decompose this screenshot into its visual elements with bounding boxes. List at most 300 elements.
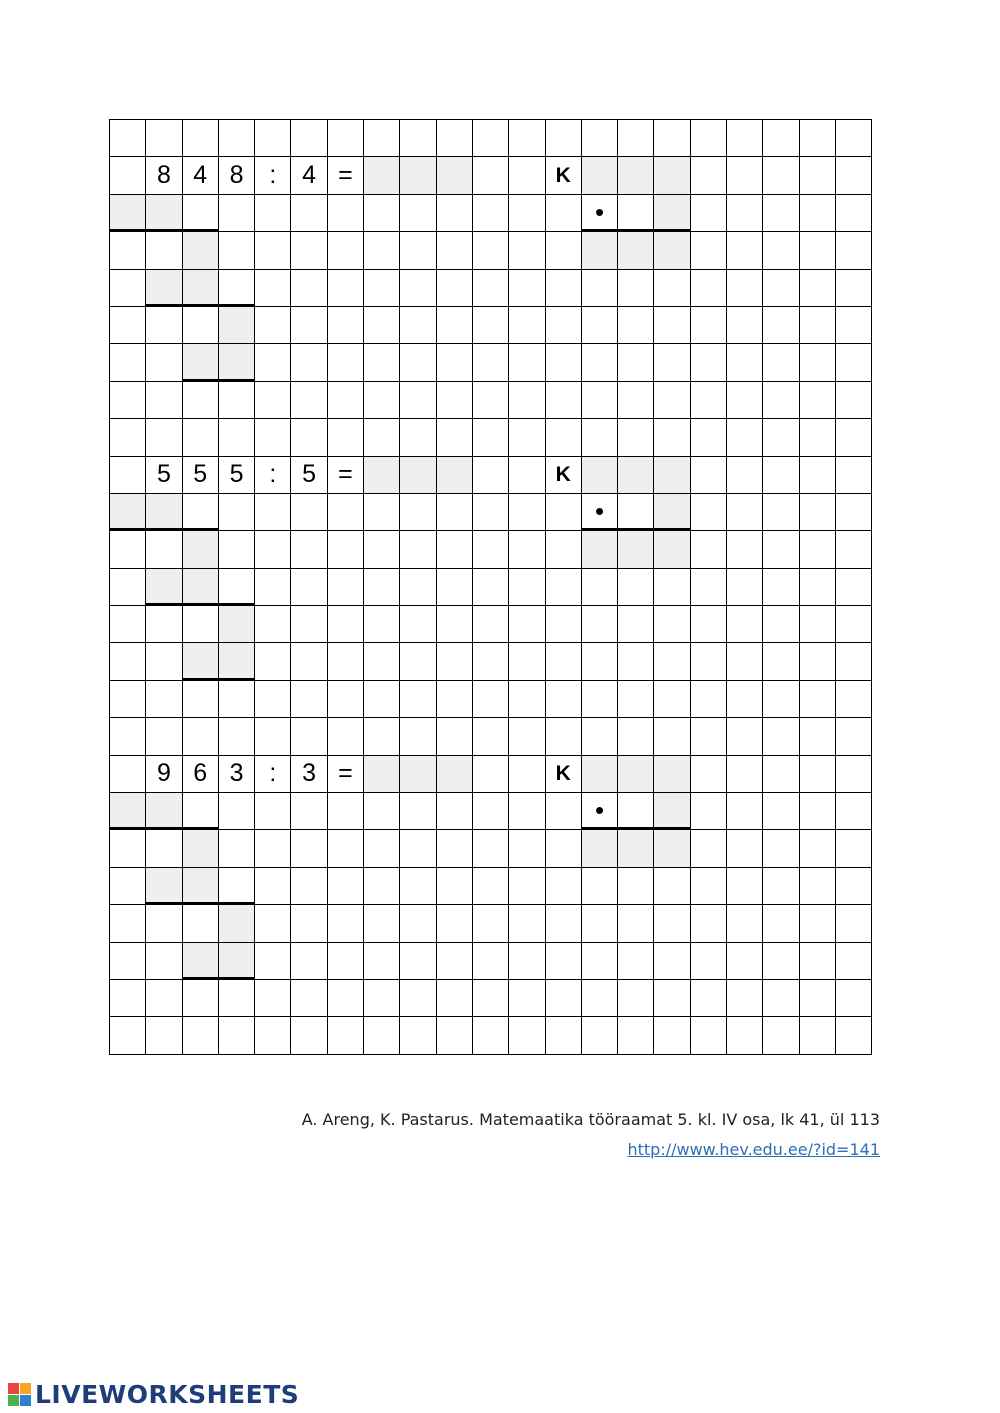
check-answer-cell[interactable] [654, 793, 690, 830]
grid-cell [364, 307, 400, 344]
grid-cell [473, 681, 509, 718]
grid-cell [328, 270, 364, 307]
grid-cell [219, 718, 255, 755]
check-answer-cell[interactable] [582, 756, 618, 793]
grid-cell [219, 232, 255, 269]
grid-cell [437, 681, 473, 718]
grid-cell [691, 756, 727, 793]
grid-cell [400, 943, 436, 980]
grid-cell [473, 905, 509, 942]
grid-cell [146, 419, 182, 456]
grid-cell [291, 344, 327, 381]
grid-cell [509, 157, 545, 194]
grid-cell [146, 943, 182, 980]
grid-cell [146, 606, 182, 643]
dividend-digit: 9 [146, 756, 182, 793]
grid-cell [800, 307, 836, 344]
grid-cell [800, 830, 836, 867]
grid-cell [691, 195, 727, 232]
grid-cell [437, 905, 473, 942]
grid-cell [473, 157, 509, 194]
grid-cell [255, 344, 291, 381]
grid-cell [509, 943, 545, 980]
grid-cell [183, 307, 219, 344]
grid-cell [691, 531, 727, 568]
grid-cell [400, 307, 436, 344]
check-product-cell[interactable] [654, 232, 690, 269]
grid-cell [727, 718, 763, 755]
grid-cell [546, 606, 582, 643]
grid-cell [800, 980, 836, 1017]
grid-cell [110, 232, 146, 269]
grid-cell [291, 232, 327, 269]
grid-cell [255, 120, 291, 157]
grid-cell [654, 307, 690, 344]
grid-cell [727, 868, 763, 905]
grid-cell [219, 830, 255, 867]
grid-cell [582, 344, 618, 381]
grid-cell [110, 718, 146, 755]
work-answer-cell[interactable] [183, 270, 219, 307]
check-product-cell[interactable] [618, 830, 654, 867]
grid-cell [473, 232, 509, 269]
grid-cell [800, 494, 836, 531]
grid-cell [110, 606, 146, 643]
work-answer-cell[interactable] [146, 195, 182, 232]
work-answer-cell[interactable] [146, 494, 182, 531]
grid-cell [219, 980, 255, 1017]
grid-cell [437, 980, 473, 1017]
grid-cell [255, 980, 291, 1017]
grid-cell [328, 494, 364, 531]
grid-cell [255, 382, 291, 419]
grid-cell [727, 793, 763, 830]
quotient-answer-cell[interactable] [400, 457, 436, 494]
grid-cell [328, 606, 364, 643]
grid-cell [618, 718, 654, 755]
grid-cell [654, 270, 690, 307]
grid-cell [618, 980, 654, 1017]
grid-cell [509, 307, 545, 344]
grid-cell [219, 531, 255, 568]
grid-cell [291, 681, 327, 718]
grid-cell [618, 344, 654, 381]
grid-cell [364, 120, 400, 157]
quotient-answer-cell[interactable] [437, 457, 473, 494]
grid-cell [509, 1017, 545, 1054]
check-product-cell[interactable] [618, 232, 654, 269]
work-answer-cell[interactable] [183, 643, 219, 680]
grid-cell [291, 307, 327, 344]
grid-cell [582, 1017, 618, 1054]
grid-cell [110, 868, 146, 905]
grid-cell [800, 569, 836, 606]
grid-cell [183, 681, 219, 718]
work-answer-cell[interactable] [183, 232, 219, 269]
divisor: 4 [291, 157, 327, 194]
grid-cell [800, 681, 836, 718]
grid-cell [509, 120, 545, 157]
grid-cell [691, 793, 727, 830]
grid-cell [509, 457, 545, 494]
check-answer-cell[interactable] [582, 157, 618, 194]
grid-cell [364, 943, 400, 980]
grid-cell [836, 643, 872, 680]
grid-cell [691, 344, 727, 381]
grid-cell [183, 120, 219, 157]
grid-cell [800, 270, 836, 307]
grid-cell [836, 793, 872, 830]
grid-cell [691, 382, 727, 419]
check-answer-cell[interactable] [618, 457, 654, 494]
multiply-symbol: • [582, 494, 618, 531]
grid-cell [473, 307, 509, 344]
grid-cell [255, 569, 291, 606]
grid-cell [654, 120, 690, 157]
work-answer-cell[interactable] [183, 943, 219, 980]
grid-cell [763, 531, 799, 568]
grid-cell [437, 569, 473, 606]
grid-cell [255, 681, 291, 718]
grid-cell [219, 494, 255, 531]
grid-cell [546, 681, 582, 718]
grid-cell [763, 905, 799, 942]
work-answer-cell[interactable] [183, 531, 219, 568]
grid-cell [328, 830, 364, 867]
grid-cell [328, 681, 364, 718]
grid-cell [509, 980, 545, 1017]
grid-cell [546, 494, 582, 531]
work-answer-cell[interactable] [219, 943, 255, 980]
grid-cell [618, 120, 654, 157]
grid-cell [582, 270, 618, 307]
grid-cell [509, 531, 545, 568]
grid-cell [763, 756, 799, 793]
grid-cell [654, 868, 690, 905]
work-answer-cell[interactable] [110, 494, 146, 531]
check-product-cell[interactable] [582, 830, 618, 867]
work-answer-cell[interactable] [183, 830, 219, 867]
grid-cell [582, 681, 618, 718]
grid-cell [437, 718, 473, 755]
grid-cell [146, 382, 182, 419]
grid-cell [364, 718, 400, 755]
grid-cell [183, 1017, 219, 1054]
grid-cell [291, 494, 327, 531]
grid-cell [546, 643, 582, 680]
grid-cell [800, 1017, 836, 1054]
source-link[interactable]: http://www.hev.edu.ee/?id=141 [627, 1140, 880, 1159]
grid-cell [219, 1017, 255, 1054]
check-product-cell[interactable] [618, 531, 654, 568]
grid-cell [328, 307, 364, 344]
check-product-cell[interactable] [582, 232, 618, 269]
grid-cell [400, 793, 436, 830]
check-answer-cell[interactable] [582, 457, 618, 494]
grid-cell [473, 382, 509, 419]
grid-cell [291, 120, 327, 157]
grid-cell [219, 569, 255, 606]
grid-cell [727, 232, 763, 269]
grid-cell [146, 1017, 182, 1054]
grid-cell [727, 1017, 763, 1054]
grid-cell [763, 195, 799, 232]
work-answer-cell[interactable] [219, 344, 255, 381]
grid-cell [654, 569, 690, 606]
grid-cell [255, 307, 291, 344]
grid-cell [800, 718, 836, 755]
grid-cell [836, 457, 872, 494]
grid-cell [219, 195, 255, 232]
divisor: 3 [291, 756, 327, 793]
grid-cell [473, 344, 509, 381]
grid-cell [400, 643, 436, 680]
work-answer-cell[interactable] [110, 793, 146, 830]
grid-cell [763, 606, 799, 643]
grid-cell [146, 232, 182, 269]
grid-cell [400, 868, 436, 905]
quotient-answer-cell[interactable] [364, 457, 400, 494]
quotient-answer-cell[interactable] [437, 157, 473, 194]
check-label: K [546, 756, 582, 793]
grid-cell [509, 344, 545, 381]
grid-cell [836, 419, 872, 456]
work-answer-cell[interactable] [219, 643, 255, 680]
grid-cell [364, 793, 400, 830]
grid-cell [836, 494, 872, 531]
grid-cell [110, 569, 146, 606]
grid-cell [691, 569, 727, 606]
grid-cell [473, 830, 509, 867]
grid-cell [291, 830, 327, 867]
grid-cell [473, 868, 509, 905]
grid-cell [110, 643, 146, 680]
grid-cell [727, 382, 763, 419]
grid-cell [800, 531, 836, 568]
grid-cell [546, 905, 582, 942]
grid-cell [763, 868, 799, 905]
check-answer-cell[interactable] [654, 457, 690, 494]
grid-cell [800, 419, 836, 456]
grid-cell [146, 905, 182, 942]
work-answer-cell[interactable] [183, 868, 219, 905]
grid-cell [110, 270, 146, 307]
grid-cell [473, 494, 509, 531]
grid-cell [219, 419, 255, 456]
check-answer-cell[interactable] [654, 195, 690, 232]
grid-cell [364, 681, 400, 718]
grid-cell [291, 868, 327, 905]
grid-cell [763, 681, 799, 718]
grid-cell [291, 718, 327, 755]
grid-cell [763, 307, 799, 344]
work-answer-cell[interactable] [146, 270, 182, 307]
quotient-answer-cell[interactable] [364, 756, 400, 793]
grid-cell [437, 606, 473, 643]
grid-cell [763, 980, 799, 1017]
grid-cell [800, 457, 836, 494]
grid-cell [328, 1017, 364, 1054]
grid-cell [400, 905, 436, 942]
grid-cell [546, 307, 582, 344]
grid-cell [800, 382, 836, 419]
grid-cell [437, 382, 473, 419]
grid-cell [437, 1017, 473, 1054]
grid-cell [691, 643, 727, 680]
grid-cell [328, 419, 364, 456]
grid-cell [400, 419, 436, 456]
grid-cell [364, 643, 400, 680]
quotient-answer-cell[interactable] [400, 157, 436, 194]
grid-cell [691, 980, 727, 1017]
grid-cell [836, 943, 872, 980]
equals-sign: = [328, 756, 364, 793]
grid-cell [183, 382, 219, 419]
logo-mark-icon [8, 1383, 31, 1406]
grid-cell [473, 980, 509, 1017]
grid-cell [654, 943, 690, 980]
division-sign: : [255, 157, 291, 194]
grid-cell [836, 718, 872, 755]
grid-cell [400, 569, 436, 606]
grid-cell [582, 120, 618, 157]
quotient-answer-cell[interactable] [400, 756, 436, 793]
grid-cell [110, 1017, 146, 1054]
grid-cell [509, 382, 545, 419]
grid-cell [437, 494, 473, 531]
quotient-answer-cell[interactable] [364, 157, 400, 194]
grid-cell [546, 868, 582, 905]
dividend-digit: 5 [183, 457, 219, 494]
grid-cell [654, 718, 690, 755]
grid-cell [836, 756, 872, 793]
grid-cell [727, 606, 763, 643]
grid-cell [727, 756, 763, 793]
grid-cell [291, 943, 327, 980]
grid-cell [473, 643, 509, 680]
grid-cell [691, 606, 727, 643]
grid-cell [546, 120, 582, 157]
grid-cell [400, 232, 436, 269]
grid-cell [691, 419, 727, 456]
grid-cell [691, 307, 727, 344]
grid-cell [110, 943, 146, 980]
grid-cell [654, 382, 690, 419]
work-answer-cell[interactable] [146, 793, 182, 830]
grid-cell [836, 531, 872, 568]
check-answer-cell[interactable] [618, 756, 654, 793]
work-answer-cell[interactable] [146, 868, 182, 905]
grid-cell [727, 830, 763, 867]
grid-cell [618, 419, 654, 456]
work-answer-cell[interactable] [219, 307, 255, 344]
quotient-answer-cell[interactable] [437, 756, 473, 793]
grid-cell [836, 1017, 872, 1054]
grid-cell [110, 830, 146, 867]
check-answer-cell[interactable] [654, 494, 690, 531]
grid-cell [400, 195, 436, 232]
check-product-cell[interactable] [654, 531, 690, 568]
grid-cell [727, 307, 763, 344]
grid-cell [654, 606, 690, 643]
check-answer-cell[interactable] [618, 157, 654, 194]
grid-cell [183, 606, 219, 643]
grid-cell [255, 270, 291, 307]
grid-cell [836, 382, 872, 419]
grid-cell [255, 531, 291, 568]
grid-cell [509, 756, 545, 793]
grid-cell [291, 195, 327, 232]
grid-cell [763, 120, 799, 157]
grid-cell [437, 120, 473, 157]
grid-cell [473, 457, 509, 494]
grid-cell [763, 718, 799, 755]
grid-cell [763, 494, 799, 531]
grid-cell [328, 905, 364, 942]
check-answer-cell[interactable] [654, 756, 690, 793]
grid-cell [582, 980, 618, 1017]
work-answer-cell[interactable] [219, 905, 255, 942]
grid-cell [691, 457, 727, 494]
grid-cell [473, 793, 509, 830]
check-product-cell[interactable] [582, 531, 618, 568]
dividend-digit: 5 [219, 457, 255, 494]
check-answer-cell[interactable] [654, 157, 690, 194]
grid-cell [255, 943, 291, 980]
grid-cell [364, 1017, 400, 1054]
grid-cell [219, 793, 255, 830]
grid-cell [763, 382, 799, 419]
grid-cell [328, 643, 364, 680]
grid-cell [437, 344, 473, 381]
grid-cell [110, 980, 146, 1017]
grid-cell [546, 344, 582, 381]
grid-cell [364, 606, 400, 643]
grid-cell [836, 120, 872, 157]
logo-square-4 [20, 1395, 31, 1406]
grid-cell [473, 195, 509, 232]
grid-cell [800, 905, 836, 942]
grid-cell [110, 419, 146, 456]
grid-cell [836, 307, 872, 344]
work-answer-cell[interactable] [219, 606, 255, 643]
grid-cell [582, 905, 618, 942]
grid-cell [691, 270, 727, 307]
grid-cell [364, 531, 400, 568]
grid-cell [255, 793, 291, 830]
grid-cell [364, 232, 400, 269]
work-answer-cell[interactable] [183, 344, 219, 381]
dividend-digit: 6 [183, 756, 219, 793]
grid-cell [291, 905, 327, 942]
grid-cell [183, 905, 219, 942]
grid-cell [654, 344, 690, 381]
grid-cell [509, 419, 545, 456]
work-answer-cell[interactable] [146, 569, 182, 606]
grid-cell [763, 793, 799, 830]
grid-cell [146, 643, 182, 680]
grid-cell [727, 419, 763, 456]
work-answer-cell[interactable] [110, 195, 146, 232]
grid-cell [328, 195, 364, 232]
work-answer-cell[interactable] [183, 569, 219, 606]
grid-cell [183, 718, 219, 755]
check-product-cell[interactable] [654, 830, 690, 867]
grid-cell [255, 905, 291, 942]
grid-cell [691, 905, 727, 942]
grid-cell [219, 120, 255, 157]
grid-cell [546, 830, 582, 867]
